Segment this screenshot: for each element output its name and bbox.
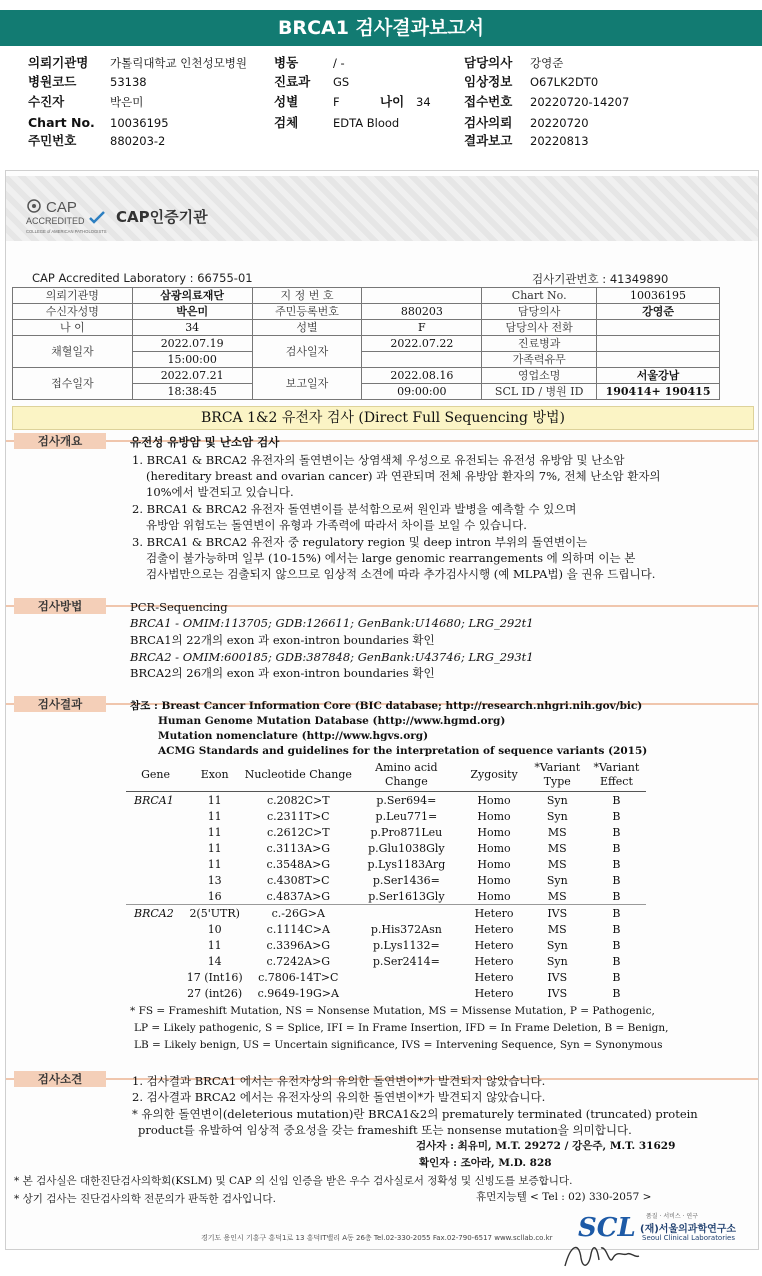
ward-value: / - bbox=[333, 56, 345, 70]
cap-logo-small: COLLEGE of AMERICAN PATHOLOGISTS bbox=[26, 229, 107, 234]
variant-row bbox=[126, 953, 646, 969]
section-line bbox=[6, 440, 758, 442]
opinion-line: * 유의한 돌연변이(deleterious mutation)란 BRCA1&2의 prematurely terminated (truncated) protein bbox=[132, 1107, 698, 1121]
variant-cell: c.4308T>C bbox=[266, 873, 330, 887]
cell: 가족력유무 bbox=[482, 352, 597, 368]
scanned-report bbox=[5, 170, 759, 1250]
variant-row bbox=[126, 808, 646, 824]
cell bbox=[362, 288, 482, 304]
method-section-label: 검사방법 bbox=[14, 598, 106, 614]
cell: 영업소명 bbox=[482, 368, 597, 384]
result-section-label: 검사결과 bbox=[14, 696, 106, 712]
method-line: BRCA1 - OMIM:113705; GDB:126611; GenBank:U14680; LRG_292t1 bbox=[130, 616, 534, 630]
cell: 박은미 bbox=[132, 304, 252, 320]
section-line bbox=[6, 605, 758, 607]
legend-line: LP = Likely pathogenic, S = Splice, IFI = In Frame Insertion, IFD = In Frame Deletion, B = Benign, bbox=[134, 1022, 669, 1034]
method-line: BRCA1의 22개의 exon 과 exon-intron boundaries 확인 bbox=[130, 633, 435, 647]
overview-heading: 유전성 유방암 및 난소암 검사 bbox=[130, 435, 280, 449]
variant-cell: MS bbox=[547, 857, 567, 871]
hospital-code-label: 병원코드 bbox=[28, 74, 77, 89]
test-title: BRCA 1&2 유전자 검사 (Direct Full Sequencing 방법) bbox=[12, 406, 754, 430]
cell: 09:00:00 bbox=[362, 384, 482, 400]
variant-cell bbox=[352, 905, 460, 922]
cell: 의뢰기관명 bbox=[13, 288, 133, 304]
cell: 2022.07.21 bbox=[132, 368, 252, 384]
variant-row bbox=[126, 888, 646, 905]
variant-cell: c.2311T>C bbox=[266, 809, 330, 823]
cell: SCL ID / 병원 ID bbox=[482, 384, 597, 400]
variant-cell bbox=[126, 824, 185, 840]
tester-line: 검사자 : 최유미, M.T. 29272 / 강은주, M.T. 31629 bbox=[416, 1140, 676, 1152]
ward-label: 병동 bbox=[274, 55, 299, 70]
variant-cell: Homo bbox=[477, 841, 511, 855]
clinical-label: 임상정보 bbox=[464, 74, 513, 89]
variant-cell: MS bbox=[547, 825, 567, 839]
variant-cell: B bbox=[612, 922, 621, 936]
overview-section-label: 검사개요 bbox=[14, 433, 106, 449]
col-header: Nucleotide Change bbox=[244, 759, 352, 792]
clinical-value: O67LK2DT0 bbox=[530, 75, 599, 89]
lab-number: 검사기관번호 : 41349890 bbox=[532, 272, 669, 286]
cell bbox=[597, 336, 720, 352]
variant-cell: c.4837A>G bbox=[266, 889, 331, 903]
variant-cell: p.Ser2414= bbox=[372, 954, 440, 968]
request-label: 검사의뢰 bbox=[464, 115, 513, 130]
rrn-value: 880203-2 bbox=[110, 134, 166, 148]
variant-cell: p.His372Asn bbox=[370, 922, 442, 936]
variant-cell: MS bbox=[547, 922, 567, 936]
sex-label: 성별 bbox=[274, 94, 299, 109]
cell: 2022.07.22 bbox=[362, 336, 482, 352]
variant-cell: Syn bbox=[546, 954, 568, 968]
variant-row bbox=[126, 937, 646, 953]
variant-row bbox=[126, 921, 646, 937]
request-info-table bbox=[12, 287, 720, 400]
opinion-line: product를 유발하여 임상적 중요성을 갖는 frameshift 또는 nonsense mutation을 의미합니다. bbox=[138, 1123, 632, 1137]
variant-cell bbox=[126, 872, 185, 888]
variant-cell: Hetero bbox=[474, 922, 514, 936]
cell: 보고일자 bbox=[252, 368, 362, 400]
cell: 2022.07.19 bbox=[132, 336, 252, 352]
footer-note: * 상기 검사는 진단검사의학 전문의가 판독한 검사입니다. bbox=[14, 1193, 276, 1205]
specimen-value: EDTA Blood bbox=[333, 116, 400, 130]
variant-cell: 2(5'UTR) bbox=[185, 905, 244, 922]
variant-cell: 27 (int26) bbox=[187, 986, 243, 1000]
col-header: *Variant Effect bbox=[587, 759, 646, 792]
variant-cell: c.2612C>T bbox=[266, 825, 330, 839]
variant-cell: B bbox=[612, 954, 621, 968]
variant-cell bbox=[126, 985, 185, 1001]
variant-cell: 11 bbox=[207, 825, 222, 839]
variant-cell: p.Ser694= bbox=[376, 793, 437, 807]
variant-cell: Homo bbox=[477, 857, 511, 871]
variant-cell: c.3548A>G bbox=[266, 857, 331, 871]
opinion-line: 1. 검사결과 BRCA1 에서는 유전자상의 유의한 돌연변이*가 발견되지 않았습니다. bbox=[132, 1074, 546, 1088]
cell: 지 정 번 호 bbox=[252, 288, 362, 304]
cell: 190414+ 190415 bbox=[597, 384, 720, 400]
footer-hours: 휴먼지능텔 < Tel : 02) 330-2057 > bbox=[476, 1191, 652, 1203]
cell: 18:38:45 bbox=[132, 384, 252, 400]
chart-label: Chart No. bbox=[28, 115, 95, 130]
variant-cell: c.3396A>G bbox=[266, 938, 331, 952]
doctor-label: 담당의사 bbox=[464, 55, 513, 70]
cell: 15:00:00 bbox=[132, 352, 252, 368]
report-title: BRCA1 검사결과보고서 bbox=[0, 10, 762, 46]
variant-cell bbox=[352, 969, 460, 985]
variant-cell: c.7806-14T>C bbox=[258, 970, 339, 984]
cap-word: CAP인증기관 bbox=[116, 208, 208, 226]
request-value: 20220720 bbox=[530, 116, 589, 130]
institution-label: 의뢰기관명 bbox=[28, 55, 89, 70]
scl-logo bbox=[576, 1211, 756, 1251]
variant-cell: MS bbox=[547, 841, 567, 855]
variant-cell: Hetero bbox=[474, 938, 514, 952]
variant-cell: c.3113A>G bbox=[266, 841, 331, 855]
variant-cell: IVS bbox=[547, 986, 568, 1000]
variant-cell: B bbox=[587, 905, 646, 922]
variant-cell: p.Pro871Leu bbox=[370, 825, 443, 839]
overview-line: 검출이 불가능하며 일부 (10-15%) 에서는 large genomic rearrangements 에 의하며 이는 본 bbox=[146, 551, 636, 565]
variant-row bbox=[126, 824, 646, 840]
cap-logo bbox=[24, 196, 110, 236]
variant-cell bbox=[126, 840, 185, 856]
opinion-section-label: 검사소견 bbox=[14, 1071, 106, 1087]
variant-cell: Syn bbox=[546, 793, 568, 807]
variant-cell bbox=[126, 921, 185, 937]
variant-row bbox=[126, 872, 646, 888]
variant-cell bbox=[126, 808, 185, 824]
overview-line: 1. BRCA1 & BRCA2 유전자의 돌연변이는 상염색체 우성으로 유전되는 유전성 유방암 및 난소암 bbox=[132, 453, 625, 467]
col-header: Amino acid Change bbox=[352, 759, 460, 792]
variant-cell: Syn bbox=[546, 809, 568, 823]
age-value: 34 bbox=[416, 95, 431, 109]
cell: 수신자성명 bbox=[13, 304, 133, 320]
variant-cell: B bbox=[612, 857, 621, 871]
variant-cell bbox=[126, 953, 185, 969]
cell: 서울강남 bbox=[597, 368, 720, 384]
variant-cell: B bbox=[612, 986, 621, 1000]
cell: 담당의사 전화 bbox=[482, 320, 597, 336]
rrn-label: 주민번호 bbox=[28, 133, 77, 148]
cell: 주민등록번호 bbox=[252, 304, 362, 320]
variant-cell bbox=[126, 937, 185, 953]
variant-cell: IVS bbox=[547, 970, 568, 984]
variant-cell: Hetero bbox=[460, 905, 527, 922]
variant-cell: Syn bbox=[546, 938, 568, 952]
col-header: *Variant Type bbox=[528, 759, 587, 792]
variant-cell: Homo bbox=[477, 793, 511, 807]
cell bbox=[597, 320, 720, 336]
variant-cell: c.-26G>A bbox=[244, 905, 352, 922]
variant-cell: 14 bbox=[207, 954, 222, 968]
variant-cell: Homo bbox=[477, 873, 511, 887]
cell: 삼광의료재단 bbox=[132, 288, 252, 304]
col-header: Zygosity bbox=[460, 759, 527, 792]
variant-row bbox=[126, 969, 646, 985]
cell: 34 bbox=[132, 320, 252, 336]
variant-cell: B bbox=[612, 809, 621, 823]
variant-cell: B bbox=[612, 889, 621, 903]
cell: 나 이 bbox=[13, 320, 133, 336]
variant-cell: p.Glu1038Gly bbox=[368, 841, 445, 855]
variant-cell: B bbox=[612, 938, 621, 952]
cap-logo-sub: ACCREDITED bbox=[26, 216, 85, 226]
cell: F bbox=[362, 320, 482, 336]
variant-cell bbox=[352, 985, 460, 1001]
variant-cell: c.1114C>A bbox=[266, 922, 330, 936]
scl-name: (재)서울의과학연구소 bbox=[640, 1224, 737, 1235]
cell: 성별 bbox=[252, 320, 362, 336]
variant-cell: 11 bbox=[207, 857, 222, 871]
variant-table bbox=[126, 759, 646, 1001]
method-line: PCR-Sequencing bbox=[130, 600, 228, 614]
cell bbox=[362, 352, 482, 368]
variant-cell: p.Leu771= bbox=[375, 809, 438, 823]
cell: 10036195 bbox=[597, 288, 720, 304]
variant-cell: p.Lys1132= bbox=[373, 938, 440, 952]
overview-line: 2. BRCA1 & BRCA2 유전자 돌연변이를 분석함으로써 원인과 발병을 예측할 수 있으며 bbox=[132, 502, 577, 516]
confirmer-line: 확인자 : 조아라, M.D. 828 bbox=[419, 1157, 552, 1169]
variant-cell: Homo bbox=[477, 809, 511, 823]
legend-line: * FS = Frameshift Mutation, NS = Nonsense Mutation, MS = Missense Mutation, P = Pathogenic, bbox=[130, 1005, 655, 1017]
receipt-label: 접수번호 bbox=[464, 94, 513, 109]
reference-line: 참조 : Breast Cancer Information Core (BIC database; http://research.nhgri.nih.gov/bic) bbox=[130, 700, 643, 712]
variant-cell bbox=[126, 888, 185, 905]
variant-cell: Hetero bbox=[474, 954, 514, 968]
variant-cell: 13 bbox=[207, 873, 222, 887]
variant-cell: 11 bbox=[207, 793, 222, 807]
variant-cell: 11 bbox=[207, 938, 222, 952]
overview-line: (hereditary breast and ovarian cancer) 과 연관되며 전체 유방암 환자의 7%, 전체 난소암 환자의 bbox=[146, 469, 661, 483]
age-label: 나이 bbox=[380, 94, 405, 109]
variant-row bbox=[126, 840, 646, 856]
variant-cell: p.Ser1436= bbox=[372, 873, 440, 887]
variant-cell: B bbox=[612, 825, 621, 839]
cell bbox=[597, 352, 720, 368]
scl-tagline: 품질 · 서비스 · 연구 bbox=[646, 1213, 699, 1220]
receipt-value: 20220720-14207 bbox=[530, 95, 630, 109]
variant-cell bbox=[126, 856, 185, 872]
dept-value: GS bbox=[333, 75, 350, 89]
chart-value: 10036195 bbox=[110, 116, 169, 130]
cell: 채혈일자 bbox=[13, 336, 133, 368]
cell: 진료병과 bbox=[482, 336, 597, 352]
cell: 강영준 bbox=[597, 304, 720, 320]
sex-value: F bbox=[333, 95, 340, 109]
patient-value: 박은미 bbox=[110, 95, 144, 109]
institution-value: 가톨릭대학교 인천성모병원 bbox=[110, 56, 247, 70]
legend-line: LB = Likely benign, US = Uncertain significance, IVS = Intervening Sequence, Syn = Synonymous bbox=[134, 1039, 663, 1051]
overview-line: 검사법만으로는 검출되지 않으므로 임상적 소견에 따라 추가검사시행 (예 MLPA법) 을 권유 드립니다. bbox=[146, 567, 656, 581]
hospital-code-value: 53138 bbox=[110, 75, 147, 89]
variant-cell: 11 bbox=[207, 841, 222, 855]
overview-line: 10%에서 발견되고 있습니다. bbox=[146, 485, 294, 499]
dept-label: 진료과 bbox=[274, 74, 311, 89]
cell: 2022.08.16 bbox=[362, 368, 482, 384]
variant-cell: Homo bbox=[477, 825, 511, 839]
cell: 880203 bbox=[362, 304, 482, 320]
variant-cell: 17 (Int16) bbox=[186, 970, 243, 984]
variant-cell: c.7242A>G bbox=[266, 954, 331, 968]
scl-mark: SCL bbox=[578, 1213, 636, 1243]
scl-english: Seoul Clinical Laboratories bbox=[642, 1234, 735, 1242]
overview-line: 유방암 위험도는 돌연변이 유형과 가족력에 따라서 차이를 보일 수 있습니다. bbox=[146, 518, 527, 532]
cap-band bbox=[6, 176, 758, 241]
variant-cell bbox=[126, 969, 185, 985]
variant-cell: Hetero bbox=[474, 970, 514, 984]
variant-cell: B bbox=[612, 841, 621, 855]
variant-cell: B bbox=[612, 793, 621, 807]
cell: 검사일자 bbox=[252, 336, 362, 368]
variant-cell: Hetero bbox=[474, 986, 514, 1000]
cell: 접수일자 bbox=[13, 368, 133, 400]
variant-cell: 16 bbox=[207, 889, 222, 903]
doctor-value: 강영준 bbox=[530, 56, 564, 70]
variant-cell: 11 bbox=[207, 809, 222, 823]
method-line: BRCA2 - OMIM:600185; GDB:387848; GenBank:U43746; LRG_293t1 bbox=[130, 650, 534, 664]
overview-line: 3. BRCA1 & BRCA2 유전자 중 regulatory region 및 deep intron 부위의 돌연변이는 bbox=[132, 535, 588, 549]
report-date-value: 20220813 bbox=[530, 134, 589, 148]
cell: Chart No. bbox=[482, 288, 597, 304]
variant-cell: BRCA1 bbox=[134, 793, 174, 807]
patient-label: 수진자 bbox=[28, 94, 65, 109]
variant-cell: 10 bbox=[207, 922, 222, 936]
opinion-line: 2. 검사결과 BRCA2 에서는 유전자상의 유의한 돌연변이*가 발견되지 않았습니다. bbox=[132, 1090, 546, 1104]
variant-cell: Homo bbox=[477, 889, 511, 903]
variant-cell: p.Ser1613Gly bbox=[368, 889, 445, 903]
reference-line: Human Genome Mutation Database (http://www.hgmd.org) bbox=[158, 715, 506, 727]
variant-cell: c.2082C>T bbox=[266, 793, 330, 807]
cell: 담당의사 bbox=[482, 304, 597, 320]
variant-cell: MS bbox=[547, 889, 567, 903]
col-header: Exon bbox=[185, 759, 244, 792]
specimen-label: 검체 bbox=[274, 115, 299, 130]
variant-cell: IVS bbox=[528, 905, 587, 922]
variant-row bbox=[126, 856, 646, 872]
footer-address: 경기도 용인시 기흥구 흥덕1로 13 흥덕IT밸리 A동 26층 Tel.02-330-2055 Fax.02-790-6517 www.scllab.co.kr bbox=[201, 1234, 553, 1242]
variant-cell: B bbox=[612, 970, 621, 984]
variant-row bbox=[126, 905, 646, 922]
variant-cell: c.9649-19G>A bbox=[257, 986, 339, 1000]
footer-note: * 본 검사실은 대한진단검사의학회(KSLM) 및 CAP 의 신임 인증을 받은 우수 검사실로서 정확성 및 신빙도를 보증합니다. bbox=[14, 1175, 573, 1187]
reference-line: ACMG Standards and guidelines for the interpretation of sequence variants (2015) bbox=[158, 745, 648, 757]
cap-logo-main: CAP bbox=[46, 199, 77, 216]
method-line: BRCA2의 26개의 exon 과 exon-intron boundaries 확인 bbox=[130, 666, 435, 680]
cap-lab-number: CAP Accredited Laboratory : 66755-01 bbox=[32, 271, 253, 285]
variant-row bbox=[126, 985, 646, 1001]
variant-cell: B bbox=[612, 873, 621, 887]
col-header: Gene bbox=[126, 759, 185, 792]
report-date-label: 결과보고 bbox=[464, 133, 513, 148]
reference-line: Mutation nomenclature (http://www.hgvs.org) bbox=[158, 730, 429, 742]
variant-cell: BRCA2 bbox=[126, 905, 185, 922]
variant-cell: p.Lys1183Arg bbox=[367, 857, 446, 871]
variant-cell: Syn bbox=[546, 873, 568, 887]
variant-row bbox=[126, 792, 646, 809]
